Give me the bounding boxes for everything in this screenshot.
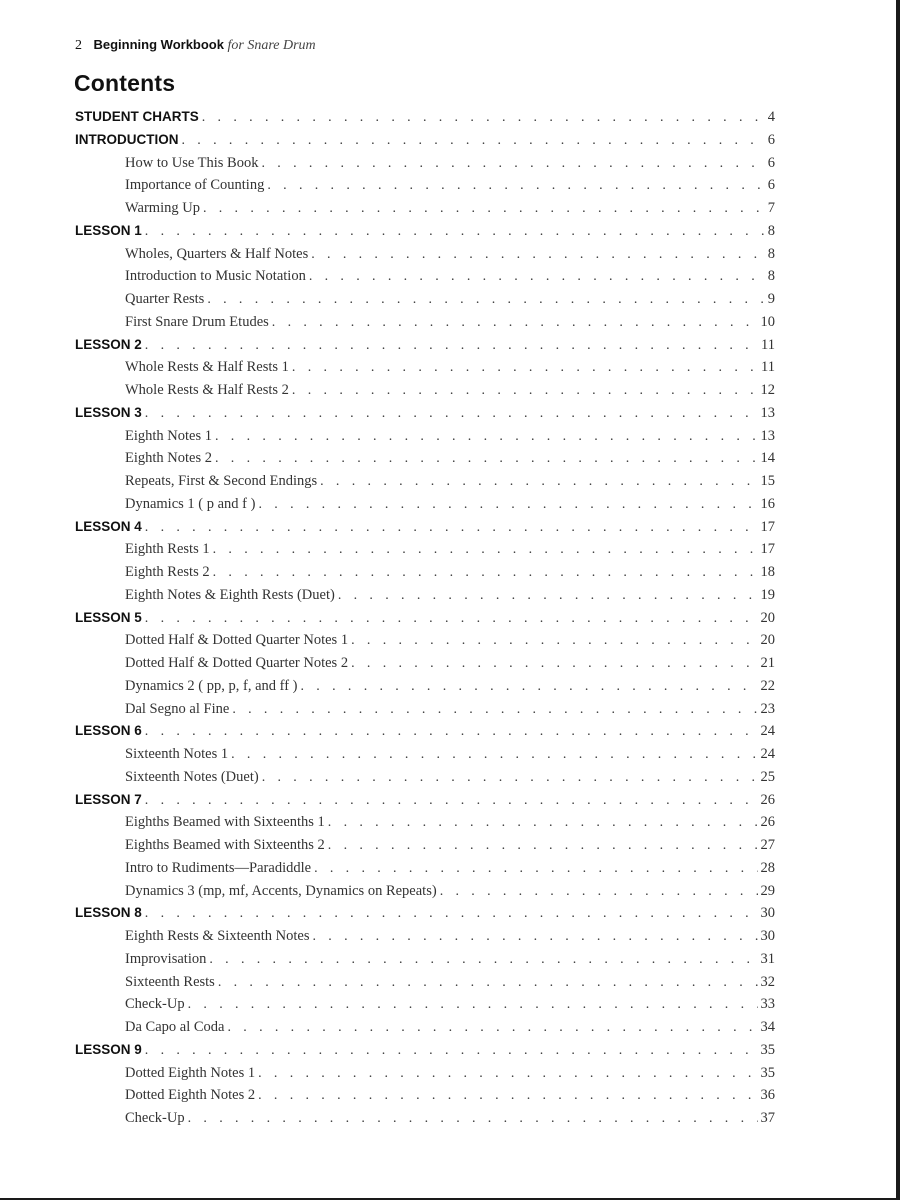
toc-page-number: 24: [760, 746, 775, 762]
toc-entry-label: LESSON 4: [75, 518, 142, 534]
toc-page-number: 27: [760, 837, 775, 853]
toc-entry-label: LESSON 5: [75, 609, 142, 625]
dot-leader: [311, 244, 765, 267]
dot-leader: [145, 517, 758, 540]
toc-entry-label: Sixteenth Notes (Duet): [125, 768, 259, 785]
dot-leader: [338, 585, 758, 608]
toc-page-number: 29: [760, 882, 775, 899]
toc-entry-label: Check-Up: [125, 1110, 185, 1126]
toc-page-number: 12: [760, 382, 775, 398]
dot-leader: [213, 562, 758, 585]
running-head: [75, 36, 316, 55]
toc-entry-row[interactable]: [75, 652, 775, 675]
toc-page-number: 15: [760, 473, 775, 489]
toc-entry-label: Dynamics 3 (mp, mf, Accents, Dynamics on Repeats): [125, 882, 437, 899]
dot-leader: [351, 653, 757, 676]
toc-entry-label: Eighths Beamed with Sixteenths 1: [125, 814, 325, 831]
toc-page-number: 22: [760, 677, 775, 694]
dot-leader: [207, 289, 764, 312]
toc-section-row[interactable]: [75, 129, 775, 152]
table-of-contents: [75, 106, 775, 1130]
page-title: Contents: [74, 70, 176, 96]
toc-entry-row[interactable]: [75, 834, 775, 857]
toc-page-number: 17: [760, 518, 775, 535]
toc-entry-row[interactable]: [75, 880, 775, 903]
toc-entry-label: Dynamics 2 ( pp, p, f, and ff ): [125, 677, 298, 694]
toc-entry-label: LESSON 6: [75, 723, 142, 739]
toc-page-number: 30: [760, 905, 775, 922]
toc-entry-row[interactable]: [75, 971, 775, 994]
toc-section-row[interactable]: [75, 1039, 775, 1062]
toc-page-number: 6: [767, 131, 775, 148]
toc-page-number: 35: [760, 1064, 775, 1081]
toc-entry-row[interactable]: [75, 197, 775, 220]
dot-leader: [309, 266, 765, 289]
toc-section-row[interactable]: [75, 789, 775, 812]
toc-entry-label: How to Use This Book: [125, 154, 259, 171]
toc-entry-row[interactable]: [75, 743, 775, 766]
toc-page-number: 26: [760, 791, 775, 808]
toc-entry-row[interactable]: [75, 561, 775, 584]
toc-entry-label: Eighth Rests 1: [125, 541, 210, 558]
dot-leader: [258, 494, 757, 517]
toc-page-number: 30: [760, 928, 775, 944]
toc-page-number: 20: [760, 632, 775, 649]
toc-entry-row[interactable]: [75, 1062, 775, 1085]
toc-section-row[interactable]: [75, 402, 775, 425]
dot-leader: [227, 1017, 757, 1040]
dot-leader: [218, 972, 758, 995]
toc-entry-label: INTRODUCTION: [75, 131, 179, 147]
dot-leader: [203, 198, 765, 221]
dot-leader: [145, 1040, 758, 1063]
toc-section-row[interactable]: [75, 106, 775, 129]
toc-page-number: 28: [760, 859, 775, 876]
toc-page-number: 35: [760, 1041, 775, 1058]
dot-leader: [267, 175, 764, 198]
toc-page-number: 25: [760, 768, 775, 785]
toc-entry-row[interactable]: [75, 925, 775, 948]
toc-entry-row[interactable]: [75, 698, 775, 721]
page-number: 2: [75, 38, 82, 53]
toc-page-number: 8: [767, 245, 775, 262]
toc-entry-row[interactable]: [75, 493, 775, 516]
toc-page-number: 11: [761, 359, 775, 376]
toc-entry-label: Improvisation: [125, 950, 207, 967]
toc-page-number: 24: [760, 723, 775, 740]
toc-page-number: 31: [760, 950, 775, 967]
toc-entry-label: Warming Up: [125, 200, 200, 216]
dot-leader: [328, 835, 758, 858]
toc-entry-label: Dotted Eighth Notes 1: [125, 1064, 256, 1081]
toc-entry-row[interactable]: [75, 766, 775, 789]
toc-entry-row[interactable]: [75, 379, 775, 402]
dot-leader: [145, 790, 758, 813]
toc-entry-row[interactable]: [75, 265, 775, 288]
dot-leader: [215, 448, 758, 471]
toc-entry-row[interactable]: [75, 288, 775, 311]
toc-entry-row[interactable]: [75, 1107, 775, 1130]
toc-entry-label: Check-Up: [125, 996, 185, 1013]
dot-leader: [145, 608, 758, 631]
toc-page-number: 9: [767, 291, 775, 307]
toc-entry-label: LESSON 9: [75, 1041, 142, 1057]
dot-leader: [202, 107, 765, 130]
toc-page-number: 33: [760, 996, 775, 1013]
dot-leader: [261, 153, 764, 176]
toc-section-row[interactable]: [75, 334, 775, 357]
toc-section-row[interactable]: [75, 607, 775, 630]
toc-section-row[interactable]: [75, 516, 775, 539]
toc-entry-row[interactable]: [75, 1084, 775, 1107]
toc-entry-label: Dotted Half & Dotted Quarter Notes 2: [125, 655, 349, 671]
toc-section-row[interactable]: [75, 220, 775, 243]
dot-leader: [292, 380, 758, 403]
dot-leader: [314, 858, 757, 881]
toc-entry-label: Whole Rests & Half Rests 1: [125, 359, 289, 376]
toc-entry-row[interactable]: [75, 311, 775, 334]
toc-entry-row[interactable]: [75, 584, 775, 607]
dot-leader: [145, 221, 765, 244]
dot-leader: [272, 312, 758, 335]
toc-entry-row[interactable]: [75, 425, 775, 448]
toc-entry-label: LESSON 8: [75, 905, 142, 921]
toc-entry-row[interactable]: [75, 174, 775, 197]
toc-entry-row[interactable]: [75, 356, 775, 379]
toc-page-number: 26: [760, 814, 775, 831]
dot-leader: [145, 335, 758, 358]
toc-entry-label: LESSON 1: [75, 222, 142, 238]
dot-leader: [328, 812, 758, 835]
book-title: Beginning Workbook: [93, 37, 224, 52]
dot-leader: [145, 403, 758, 426]
toc-page-number: 16: [760, 495, 775, 512]
toc-entry-label: Intro to Rudiments—Paradiddle: [125, 859, 312, 876]
toc-entry-label: Da Capo al Coda: [125, 1019, 225, 1035]
toc-page-number: 4: [767, 109, 775, 125]
toc-entry-row[interactable]: [75, 538, 775, 561]
toc-page-number: 17: [760, 541, 775, 558]
toc-entry-label: STUDENT CHARTS: [75, 109, 199, 124]
toc-entry-row[interactable]: [75, 948, 775, 971]
toc-entry-label: Eighth Notes 1: [125, 427, 212, 444]
toc-page-number: 6: [767, 154, 775, 171]
toc-page-number: 32: [760, 973, 775, 990]
dot-leader: [231, 744, 757, 767]
toc-entry-row[interactable]: [75, 811, 775, 834]
dot-leader: [301, 676, 758, 699]
toc-entry-label: Wholes, Quarters & Half Notes: [125, 245, 309, 262]
toc-entry-label: Eighth Notes & Eighth Rests (Duet): [125, 586, 335, 603]
page-edge-border: [896, 0, 900, 1200]
toc-entry-row[interactable]: [75, 629, 775, 652]
toc-page-number: 13: [760, 427, 775, 444]
dot-leader: [262, 767, 758, 790]
toc-page-number: 36: [760, 1087, 775, 1104]
toc-entry-label: Dynamics 1 ( p and f ): [125, 495, 256, 512]
dot-leader: [258, 1085, 757, 1108]
toc-entry-label: First Snare Drum Etudes: [125, 313, 269, 330]
toc-entry-label: LESSON 7: [75, 791, 142, 807]
toc-entry-row[interactable]: [75, 675, 775, 698]
book-subtitle: for Snare Drum: [227, 38, 316, 53]
toc-page-number: 10: [760, 313, 775, 330]
toc-entry-label: Dal Segno al Fine: [125, 700, 230, 717]
toc-page-number: 8: [767, 222, 775, 239]
toc-page-number: 11: [761, 336, 775, 353]
toc-entry-label: Dotted Half & Dotted Quarter Notes 1: [125, 632, 349, 649]
toc-entry-row[interactable]: [75, 857, 775, 880]
toc-entry-row[interactable]: [75, 447, 775, 470]
toc-page-number: 13: [760, 404, 775, 421]
dot-leader: [213, 539, 758, 562]
toc-entry-label: Eighth Rests & Sixteenth Notes: [125, 928, 310, 944]
dot-leader: [182, 130, 765, 153]
dot-leader: [145, 721, 758, 744]
toc-entry-row[interactable]: [75, 470, 775, 493]
toc-section-row[interactable]: [75, 902, 775, 925]
toc-page-number: 21: [760, 655, 775, 671]
toc-page-number: 20: [760, 609, 775, 626]
toc-entry-row[interactable]: [75, 152, 775, 175]
toc-entry-label: Introduction to Music Notation: [125, 268, 306, 285]
dot-leader: [351, 630, 757, 653]
toc-page-number: 8: [767, 268, 775, 285]
dot-leader: [258, 1063, 757, 1086]
toc-entry-label: Quarter Rests: [125, 291, 205, 307]
toc-entry-label: LESSON 3: [75, 404, 142, 420]
toc-entry-label: LESSON 2: [75, 336, 142, 352]
toc-page-number: 37: [760, 1110, 775, 1126]
toc-entry-label: Eighths Beamed with Sixteenths 2: [125, 837, 325, 853]
dot-leader: [232, 699, 757, 722]
toc-page-number: 7: [767, 200, 775, 216]
toc-entry-label: Repeats, First & Second Endings: [125, 473, 318, 489]
toc-page-number: 14: [760, 450, 775, 467]
dot-leader: [440, 881, 758, 904]
dot-leader: [320, 471, 757, 494]
toc-entry-row[interactable]: [75, 1016, 775, 1039]
dot-leader: [292, 357, 758, 380]
dot-leader: [312, 926, 757, 949]
dot-leader: [188, 1108, 758, 1131]
toc-entry-row[interactable]: [75, 243, 775, 266]
dot-leader: [215, 426, 758, 449]
toc-page-number: 23: [760, 700, 775, 717]
dot-leader: [145, 903, 758, 926]
toc-entry-label: Sixteenth Rests: [125, 973, 215, 990]
toc-page-number: 34: [760, 1019, 775, 1035]
toc-entry-label: Sixteenth Notes 1: [125, 746, 229, 762]
toc-section-row[interactable]: [75, 720, 775, 743]
toc-entry-label: Whole Rests & Half Rests 2: [125, 382, 289, 398]
toc-entry-label: Importance of Counting: [125, 177, 265, 194]
toc-entry-row[interactable]: [75, 993, 775, 1016]
toc-entry-label: Eighth Rests 2: [125, 564, 210, 580]
toc-entry-label: Dotted Eighth Notes 2: [125, 1087, 256, 1104]
toc-page-number: 19: [760, 586, 775, 603]
dot-leader: [209, 949, 757, 972]
toc-page-number: 6: [767, 177, 775, 194]
toc-entry-label: Eighth Notes 2: [125, 450, 212, 467]
dot-leader: [188, 994, 758, 1017]
toc-page-number: 18: [760, 564, 775, 580]
